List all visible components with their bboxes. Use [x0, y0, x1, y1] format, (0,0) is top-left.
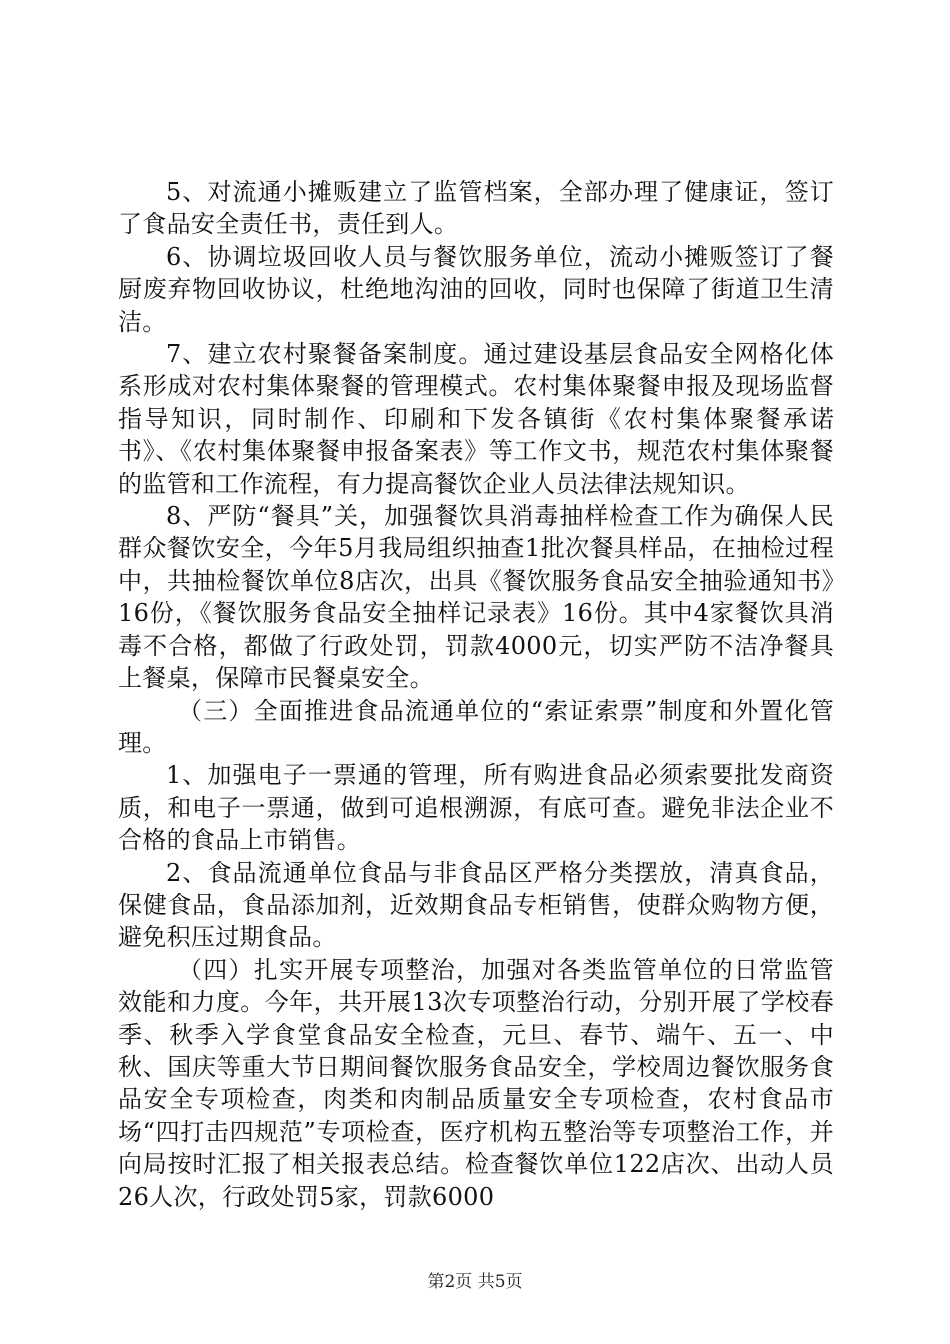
paragraph-item-8: 8、严防“餐具”关，加强餐饮具消毒抽样检查工作为确保人民群众餐饮安全，今年5月我局组织抽查1批次餐具样品，在抽检过程中，共抽检餐饮单位8店次，出具《餐饮服务食品安全抽验通知书》16份，《餐饮服务食品安全抽样记录表》16份。其中4家餐饮具消毒不合格，都做了行政处罚，罚款4000元，切实严防不洁净餐具上餐桌，保障市民餐桌安全。	[118, 502, 834, 693]
page-number-footer: 第2页 共5页	[427, 1272, 523, 1292]
paragraph-item-5: 5、对流通小摊贩建立了监管档案，全部办理了健康证，签订了食品安全责任书，责任到人。	[118, 178, 834, 239]
document-body	[118, 176, 834, 1213]
section-heading-3: （三）全面推进食品流通单位的“索证索票”制度和外置化管理。	[118, 696, 834, 757]
paragraph-item-7: 7、建立农村聚餐备案制度。通过建设基层食品安全网格化体系形成对农村集体聚餐的管理模式。农村集体聚餐申报及现场监督指导知识，同时制作、印刷和下发各镇街《农村集体聚餐承诺书》、《农村集体聚餐申报备案表》等工作文书，规范农村集体聚餐的监管和工作流程，有力提高餐饮企业人员法律法规知识。	[118, 340, 834, 498]
paragraph-item-1: 1、加强电子一票通的管理，所有购进食品必须索要批发商资质，和电子一票通，做到可追根溯源，有底可查。避免非法企业不合格的食品上市销售。	[118, 761, 834, 855]
section-heading-4: （四）扎实开展专项整治，加强对各类监管单位的日常监管效能和力度。今年，共开展13次专项整治行动，分别开展了学校春季、秋季入学食堂食品安全检查，元旦、春节、端午、五一、中秋、国庆等重大节日期间餐饮服务食品安全，学校周边餐饮服务食品安全专项检查，肉类和肉制品质量安全专项检查，农村食品市场“四打击四规范”专项检查，医疗机构五整治等专项整治工作，并向局按时汇报了相关报表总结。检查餐饮单位122店次、出动人员26人次，行政处罚5家，罚款6000	[118, 955, 834, 1211]
paragraph-item-2: 2、食品流通单位食品与非食品区严格分类摆放，清真食品，保健食品，食品添加剂，近效期食品专柜销售，使群众购物方便，避免积压过期食品。	[118, 858, 834, 952]
paragraph-item-6: 6、协调垃圾回收人员与餐饮服务单位，流动小摊贩签订了餐厨废弃物回收协议，杜绝地沟油的回收，同时也保障了街道卫生清洁。	[118, 242, 834, 336]
